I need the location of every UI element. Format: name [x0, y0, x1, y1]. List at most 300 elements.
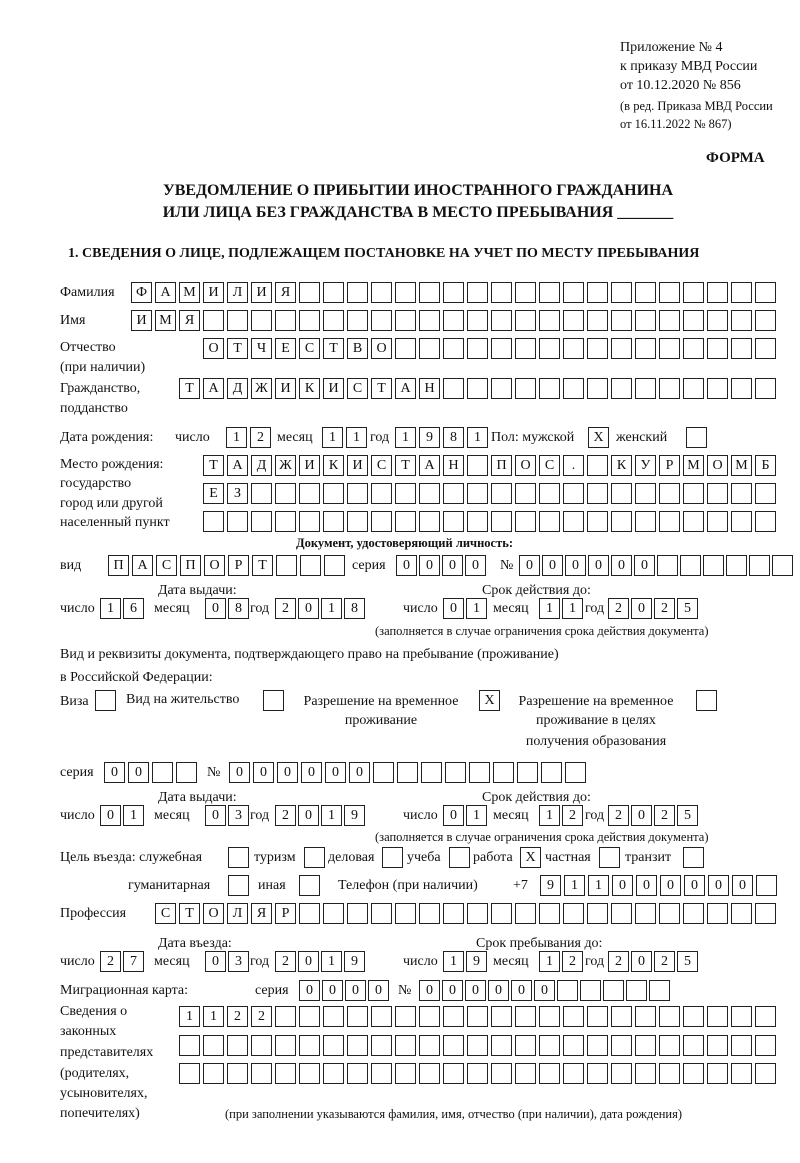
char-box-citizenship[interactable]	[707, 378, 728, 399]
checkbox-p-work[interactable]: X	[520, 847, 541, 868]
char-box-reps-3[interactable]	[491, 1063, 512, 1084]
char-box-id-number[interactable]: 0	[588, 555, 609, 576]
char-box-birthplace-3[interactable]	[659, 511, 680, 532]
char-box-name[interactable]	[683, 310, 704, 331]
char-box-stay-number[interactable]	[445, 762, 466, 783]
char-box-until-year[interactable]: 2	[654, 951, 675, 972]
char-box-reps-1[interactable]	[347, 1006, 368, 1027]
char-box-birthplace-1[interactable]: С	[539, 455, 560, 476]
char-box-stay-number[interactable]: 0	[325, 762, 346, 783]
char-box-birthplace-3[interactable]	[419, 511, 440, 532]
checkbox-sex-male[interactable]: X	[588, 427, 609, 448]
char-box-reps-2[interactable]	[563, 1035, 584, 1056]
char-box-surname[interactable]	[323, 282, 344, 303]
char-box-reps-1[interactable]	[371, 1006, 392, 1027]
char-box-birthplace-2[interactable]	[587, 483, 608, 504]
char-box-reps-3[interactable]	[683, 1063, 704, 1084]
char-box-stay-valid-year[interactable]: 2	[654, 805, 675, 826]
char-box-profession[interactable]	[659, 903, 680, 924]
char-box-until-month[interactable]: 1	[539, 951, 560, 972]
char-box-stay-issue-year[interactable]: 1	[321, 805, 342, 826]
char-box-reps-2[interactable]	[515, 1035, 536, 1056]
char-box-birthplace-1[interactable]: С	[371, 455, 392, 476]
char-box-stay-issue-month[interactable]: 0	[205, 805, 226, 826]
char-box-surname[interactable]	[491, 282, 512, 303]
char-box-profession[interactable]: О	[203, 903, 224, 924]
char-box-profession[interactable]	[491, 903, 512, 924]
char-box-birthplace-2[interactable]	[755, 483, 776, 504]
char-box-patronymic[interactable]	[563, 338, 584, 359]
char-box-until-month[interactable]: 2	[562, 951, 583, 972]
char-box-surname[interactable]	[659, 282, 680, 303]
char-box-id-kind[interactable]	[276, 555, 297, 576]
char-box-patronymic[interactable]	[467, 338, 488, 359]
char-box-name[interactable]	[539, 310, 560, 331]
char-box-reps-2[interactable]	[443, 1035, 464, 1056]
char-box-citizenship[interactable]	[731, 378, 752, 399]
char-box-phone[interactable]: 0	[660, 875, 681, 896]
char-box-name[interactable]	[275, 310, 296, 331]
char-box-birthplace-1[interactable]	[587, 455, 608, 476]
char-box-profession[interactable]	[371, 903, 392, 924]
char-box-stay-series[interactable]	[176, 762, 197, 783]
char-box-id-valid-year[interactable]: 0	[631, 598, 652, 619]
checkbox-visa[interactable]	[95, 690, 116, 711]
char-box-profession[interactable]: Р	[275, 903, 296, 924]
char-box-birthplace-1[interactable]: К	[611, 455, 632, 476]
char-box-citizenship[interactable]	[539, 378, 560, 399]
char-box-birthplace-3[interactable]	[371, 511, 392, 532]
char-box-name[interactable]	[227, 310, 248, 331]
checkbox-sex-female[interactable]	[686, 427, 707, 448]
char-box-id-number[interactable]: 0	[565, 555, 586, 576]
char-box-citizenship[interactable]: Т	[179, 378, 200, 399]
char-box-birthplace-3[interactable]	[491, 511, 512, 532]
char-box-birth-year[interactable]: 8	[443, 427, 464, 448]
char-box-birthplace-1[interactable]: М	[731, 455, 752, 476]
char-box-id-kind[interactable]: Р	[228, 555, 249, 576]
char-box-birthplace-2[interactable]	[299, 483, 320, 504]
char-box-reps-3[interactable]	[323, 1063, 344, 1084]
char-box-profession[interactable]	[515, 903, 536, 924]
char-box-patronymic[interactable]	[659, 338, 680, 359]
char-box-profession[interactable]	[587, 903, 608, 924]
char-box-mc-series[interactable]: 0	[368, 980, 389, 1001]
char-box-profession[interactable]	[347, 903, 368, 924]
char-box-citizenship[interactable]	[515, 378, 536, 399]
char-box-name[interactable]	[611, 310, 632, 331]
char-box-id-kind[interactable]	[300, 555, 321, 576]
char-box-surname[interactable]	[587, 282, 608, 303]
char-box-mc-series[interactable]: 0	[299, 980, 320, 1001]
checkbox-p-humanitarian[interactable]	[228, 875, 249, 896]
char-box-stay-valid-month[interactable]: 1	[539, 805, 560, 826]
char-box-citizenship[interactable]: Д	[227, 378, 248, 399]
char-box-id-series[interactable]: 0	[465, 555, 486, 576]
char-box-birthplace-1[interactable]: К	[323, 455, 344, 476]
char-box-birthplace-2[interactable]	[539, 483, 560, 504]
char-box-name[interactable]	[347, 310, 368, 331]
char-box-name[interactable]	[395, 310, 416, 331]
char-box-birthplace-3[interactable]	[347, 511, 368, 532]
char-box-entry-year[interactable]: 1	[321, 951, 342, 972]
char-box-id-issue-month[interactable]: 8	[228, 598, 249, 619]
char-box-patronymic[interactable]	[635, 338, 656, 359]
char-box-reps-1[interactable]	[515, 1006, 536, 1027]
char-box-stay-number[interactable]: 0	[253, 762, 274, 783]
char-box-birthplace-3[interactable]	[251, 511, 272, 532]
char-box-reps-1[interactable]	[299, 1006, 320, 1027]
char-box-patronymic[interactable]	[755, 338, 776, 359]
char-box-birthplace-3[interactable]	[203, 511, 224, 532]
char-box-stay-number[interactable]	[517, 762, 538, 783]
char-box-stay-valid-day[interactable]: 0	[443, 805, 464, 826]
char-box-citizenship[interactable]: С	[347, 378, 368, 399]
char-box-name[interactable]	[707, 310, 728, 331]
char-box-entry-year[interactable]: 9	[344, 951, 365, 972]
char-box-until-day[interactable]: 1	[443, 951, 464, 972]
char-box-mc-number[interactable]	[580, 980, 601, 1001]
char-box-id-kind[interactable]: Т	[252, 555, 273, 576]
char-box-reps-2[interactable]	[419, 1035, 440, 1056]
char-box-mc-number[interactable]	[626, 980, 647, 1001]
char-box-name[interactable]	[323, 310, 344, 331]
char-box-stay-issue-day[interactable]: 1	[123, 805, 144, 826]
char-box-patronymic[interactable]: О	[371, 338, 392, 359]
char-box-birthplace-3[interactable]	[611, 511, 632, 532]
char-box-patronymic[interactable]	[611, 338, 632, 359]
char-box-stay-number[interactable]: 0	[277, 762, 298, 783]
char-box-mc-series[interactable]: 0	[345, 980, 366, 1001]
char-box-surname[interactable]	[731, 282, 752, 303]
char-box-birthplace-1[interactable]: .	[563, 455, 584, 476]
char-box-birthplace-1[interactable]: О	[707, 455, 728, 476]
char-box-birthplace-3[interactable]	[275, 511, 296, 532]
char-box-id-issue-year[interactable]: 1	[321, 598, 342, 619]
char-box-surname[interactable]: И	[251, 282, 272, 303]
char-box-birthplace-2[interactable]	[443, 483, 464, 504]
char-box-reps-1[interactable]	[467, 1006, 488, 1027]
char-box-birthplace-1[interactable]: Б	[755, 455, 776, 476]
char-box-surname[interactable]	[299, 282, 320, 303]
char-box-citizenship[interactable]	[611, 378, 632, 399]
char-box-surname[interactable]	[539, 282, 560, 303]
char-box-birthplace-2[interactable]	[563, 483, 584, 504]
char-box-name[interactable]	[755, 310, 776, 331]
char-box-profession[interactable]	[683, 903, 704, 924]
char-box-birthplace-2[interactable]	[347, 483, 368, 504]
char-box-stay-issue-month[interactable]: 3	[228, 805, 249, 826]
char-box-reps-1[interactable]	[275, 1006, 296, 1027]
char-box-phone[interactable]: 0	[684, 875, 705, 896]
char-box-surname[interactable]	[347, 282, 368, 303]
char-box-patronymic[interactable]: В	[347, 338, 368, 359]
char-box-patronymic[interactable]: Ч	[251, 338, 272, 359]
char-box-birthplace-3[interactable]	[443, 511, 464, 532]
char-box-patronymic[interactable]	[515, 338, 536, 359]
char-box-reps-2[interactable]	[371, 1035, 392, 1056]
char-box-birthplace-2[interactable]	[323, 483, 344, 504]
char-box-reps-3[interactable]	[443, 1063, 464, 1084]
char-box-citizenship[interactable]	[491, 378, 512, 399]
char-box-birthplace-1[interactable]: И	[299, 455, 320, 476]
char-box-profession[interactable]	[323, 903, 344, 924]
char-box-name[interactable]	[491, 310, 512, 331]
char-box-phone[interactable]: 9	[540, 875, 561, 896]
char-box-surname[interactable]	[563, 282, 584, 303]
char-box-name[interactable]	[203, 310, 224, 331]
char-box-birthplace-2[interactable]	[659, 483, 680, 504]
char-box-patronymic[interactable]: Т	[323, 338, 344, 359]
char-box-id-kind[interactable]	[324, 555, 345, 576]
char-box-reps-2[interactable]	[539, 1035, 560, 1056]
char-box-surname[interactable]: М	[179, 282, 200, 303]
char-box-reps-2[interactable]	[755, 1035, 776, 1056]
char-box-surname[interactable]	[443, 282, 464, 303]
char-box-entry-month[interactable]: 0	[205, 951, 226, 972]
char-box-stay-series[interactable]: 0	[128, 762, 149, 783]
char-box-citizenship[interactable]	[587, 378, 608, 399]
char-box-birth-year[interactable]: 9	[419, 427, 440, 448]
char-box-birthplace-2[interactable]	[467, 483, 488, 504]
char-box-birthplace-1[interactable]: У	[635, 455, 656, 476]
char-box-surname[interactable]: Л	[227, 282, 248, 303]
char-box-surname[interactable]: А	[155, 282, 176, 303]
char-box-phone[interactable]: 0	[708, 875, 729, 896]
char-box-reps-1[interactable]	[395, 1006, 416, 1027]
char-box-id-issue-year[interactable]: 8	[344, 598, 365, 619]
char-box-reps-3[interactable]	[467, 1063, 488, 1084]
char-box-reps-2[interactable]	[707, 1035, 728, 1056]
char-box-citizenship[interactable]	[755, 378, 776, 399]
char-box-birthplace-2[interactable]	[731, 483, 752, 504]
checkbox-p-other[interactable]	[299, 875, 320, 896]
checkbox-p-transit[interactable]	[683, 847, 704, 868]
char-box-citizenship[interactable]	[563, 378, 584, 399]
char-box-profession[interactable]	[563, 903, 584, 924]
char-box-id-number[interactable]	[703, 555, 724, 576]
char-box-reps-1[interactable]	[491, 1006, 512, 1027]
char-box-surname[interactable]	[371, 282, 392, 303]
checkbox-trp[interactable]: X	[479, 690, 500, 711]
char-box-stay-issue-day[interactable]: 0	[100, 805, 121, 826]
char-box-profession[interactable]: Т	[179, 903, 200, 924]
char-box-entry-day[interactable]: 2	[100, 951, 121, 972]
char-box-birthplace-3[interactable]	[731, 511, 752, 532]
char-box-patronymic[interactable]	[491, 338, 512, 359]
char-box-stay-number[interactable]	[493, 762, 514, 783]
char-box-reps-1[interactable]	[635, 1006, 656, 1027]
char-box-birthplace-2[interactable]	[635, 483, 656, 504]
char-box-stay-number[interactable]	[421, 762, 442, 783]
char-box-stay-number[interactable]: 0	[301, 762, 322, 783]
char-box-patronymic[interactable]	[683, 338, 704, 359]
char-box-birthplace-2[interactable]	[395, 483, 416, 504]
char-box-id-issue-day[interactable]: 1	[100, 598, 121, 619]
char-box-id-number[interactable]	[680, 555, 701, 576]
char-box-id-issue-day[interactable]: 6	[123, 598, 144, 619]
char-box-name[interactable]	[563, 310, 584, 331]
char-box-id-number[interactable]: 0	[611, 555, 632, 576]
char-box-id-kind[interactable]: О	[204, 555, 225, 576]
char-box-mc-number[interactable]: 0	[442, 980, 463, 1001]
char-box-name[interactable]: И	[131, 310, 152, 331]
char-box-id-series[interactable]: 0	[396, 555, 417, 576]
char-box-reps-2[interactable]	[251, 1035, 272, 1056]
char-box-birthplace-1[interactable]: Р	[659, 455, 680, 476]
char-box-reps-3[interactable]	[515, 1063, 536, 1084]
char-box-profession[interactable]	[731, 903, 752, 924]
char-box-reps-3[interactable]	[707, 1063, 728, 1084]
char-box-surname[interactable]	[755, 282, 776, 303]
char-box-id-number[interactable]: 0	[519, 555, 540, 576]
char-box-id-number[interactable]	[726, 555, 747, 576]
char-box-reps-1[interactable]	[323, 1006, 344, 1027]
char-box-reps-3[interactable]	[539, 1063, 560, 1084]
char-box-name[interactable]	[419, 310, 440, 331]
char-box-stay-number[interactable]	[541, 762, 562, 783]
char-box-birthplace-3[interactable]	[299, 511, 320, 532]
char-box-phone[interactable]: 0	[636, 875, 657, 896]
char-box-reps-3[interactable]	[395, 1063, 416, 1084]
char-box-mc-number[interactable]: 0	[465, 980, 486, 1001]
char-box-reps-3[interactable]	[251, 1063, 272, 1084]
char-box-reps-1[interactable]	[659, 1006, 680, 1027]
char-box-name[interactable]	[515, 310, 536, 331]
char-box-birthplace-2[interactable]	[419, 483, 440, 504]
char-box-reps-2[interactable]	[299, 1035, 320, 1056]
checkbox-p-business[interactable]	[382, 847, 403, 868]
char-box-birthplace-1[interactable]: П	[491, 455, 512, 476]
char-box-profession[interactable]	[611, 903, 632, 924]
char-box-citizenship[interactable]: А	[395, 378, 416, 399]
char-box-mc-number[interactable]	[557, 980, 578, 1001]
char-box-birthplace-3[interactable]	[515, 511, 536, 532]
char-box-reps-3[interactable]	[419, 1063, 440, 1084]
char-box-phone[interactable]: 0	[612, 875, 633, 896]
char-box-mc-number[interactable]: 0	[488, 980, 509, 1001]
char-box-birthplace-3[interactable]	[563, 511, 584, 532]
char-box-id-number[interactable]	[749, 555, 770, 576]
char-box-reps-3[interactable]	[179, 1063, 200, 1084]
char-box-patronymic[interactable]	[731, 338, 752, 359]
char-box-birthplace-1[interactable]: Т	[395, 455, 416, 476]
char-box-name[interactable]	[587, 310, 608, 331]
char-box-citizenship[interactable]	[443, 378, 464, 399]
checkbox-p-study[interactable]	[449, 847, 470, 868]
char-box-reps-2[interactable]	[467, 1035, 488, 1056]
char-box-name[interactable]	[371, 310, 392, 331]
char-box-birthplace-2[interactable]	[683, 483, 704, 504]
char-box-reps-2[interactable]	[587, 1035, 608, 1056]
char-box-citizenship[interactable]	[467, 378, 488, 399]
char-box-patronymic[interactable]	[539, 338, 560, 359]
char-box-birth-day[interactable]: 1	[226, 427, 247, 448]
char-box-profession[interactable]: Л	[227, 903, 248, 924]
char-box-patronymic[interactable]	[419, 338, 440, 359]
char-box-birth-day[interactable]: 2	[250, 427, 271, 448]
char-box-reps-3[interactable]	[371, 1063, 392, 1084]
char-box-reps-3[interactable]	[275, 1063, 296, 1084]
char-box-id-valid-day[interactable]: 0	[443, 598, 464, 619]
char-box-reps-3[interactable]	[227, 1063, 248, 1084]
char-box-reps-2[interactable]	[683, 1035, 704, 1056]
char-box-birthplace-3[interactable]	[539, 511, 560, 532]
char-box-surname[interactable]	[683, 282, 704, 303]
char-box-stay-valid-day[interactable]: 1	[466, 805, 487, 826]
char-box-mc-number[interactable]: 0	[534, 980, 555, 1001]
char-box-citizenship[interactable]: Т	[371, 378, 392, 399]
char-box-birthplace-1[interactable]: О	[515, 455, 536, 476]
char-box-name[interactable]	[659, 310, 680, 331]
char-box-citizenship[interactable]: И	[275, 378, 296, 399]
char-box-birthplace-3[interactable]	[587, 511, 608, 532]
char-box-reps-2[interactable]	[491, 1035, 512, 1056]
char-box-id-kind[interactable]: П	[180, 555, 201, 576]
char-box-reps-1[interactable]: 1	[179, 1006, 200, 1027]
char-box-id-issue-month[interactable]: 0	[205, 598, 226, 619]
char-box-reps-2[interactable]	[659, 1035, 680, 1056]
char-box-citizenship[interactable]: И	[323, 378, 344, 399]
char-box-stay-issue-year[interactable]: 9	[344, 805, 365, 826]
char-box-patronymic[interactable]: О	[203, 338, 224, 359]
char-box-birthplace-2[interactable]	[611, 483, 632, 504]
char-box-reps-2[interactable]	[347, 1035, 368, 1056]
char-box-phone[interactable]: 1	[564, 875, 585, 896]
char-box-id-kind[interactable]: С	[156, 555, 177, 576]
char-box-entry-day[interactable]: 7	[123, 951, 144, 972]
char-box-patronymic[interactable]	[707, 338, 728, 359]
char-box-mc-number[interactable]: 0	[419, 980, 440, 1001]
char-box-reps-2[interactable]	[203, 1035, 224, 1056]
char-box-birthplace-1[interactable]	[467, 455, 488, 476]
char-box-birthplace-1[interactable]: Д	[251, 455, 272, 476]
char-box-reps-1[interactable]	[587, 1006, 608, 1027]
char-box-birth-month[interactable]: 1	[322, 427, 343, 448]
char-box-entry-year[interactable]: 2	[275, 951, 296, 972]
char-box-birthplace-2[interactable]: З	[227, 483, 248, 504]
char-box-profession[interactable]	[707, 903, 728, 924]
char-box-birthplace-2[interactable]	[515, 483, 536, 504]
char-box-surname[interactable]	[611, 282, 632, 303]
char-box-birthplace-2[interactable]	[251, 483, 272, 504]
checkbox-p-private[interactable]	[599, 847, 620, 868]
char-box-reps-1[interactable]: 1	[203, 1006, 224, 1027]
char-box-reps-3[interactable]	[659, 1063, 680, 1084]
char-box-until-day[interactable]: 9	[466, 951, 487, 972]
char-box-birth-year[interactable]: 1	[395, 427, 416, 448]
char-box-patronymic[interactable]	[395, 338, 416, 359]
char-box-phone[interactable]: 1	[588, 875, 609, 896]
char-box-profession[interactable]	[395, 903, 416, 924]
char-box-patronymic[interactable]: Е	[275, 338, 296, 359]
checkbox-p-tourism[interactable]	[304, 847, 325, 868]
char-box-birthplace-1[interactable]: Н	[443, 455, 464, 476]
char-box-citizenship[interactable]	[683, 378, 704, 399]
char-box-reps-2[interactable]	[275, 1035, 296, 1056]
char-box-surname[interactable]	[515, 282, 536, 303]
char-box-profession[interactable]: С	[155, 903, 176, 924]
char-box-patronymic[interactable]: С	[299, 338, 320, 359]
char-box-id-issue-year[interactable]: 0	[298, 598, 319, 619]
char-box-reps-3[interactable]	[299, 1063, 320, 1084]
char-box-reps-1[interactable]	[419, 1006, 440, 1027]
checkbox-p-service[interactable]	[228, 847, 249, 868]
char-box-citizenship[interactable]: Ж	[251, 378, 272, 399]
char-box-stay-issue-year[interactable]: 2	[275, 805, 296, 826]
char-box-birthplace-2[interactable]: Е	[203, 483, 224, 504]
char-box-birthplace-2[interactable]	[707, 483, 728, 504]
